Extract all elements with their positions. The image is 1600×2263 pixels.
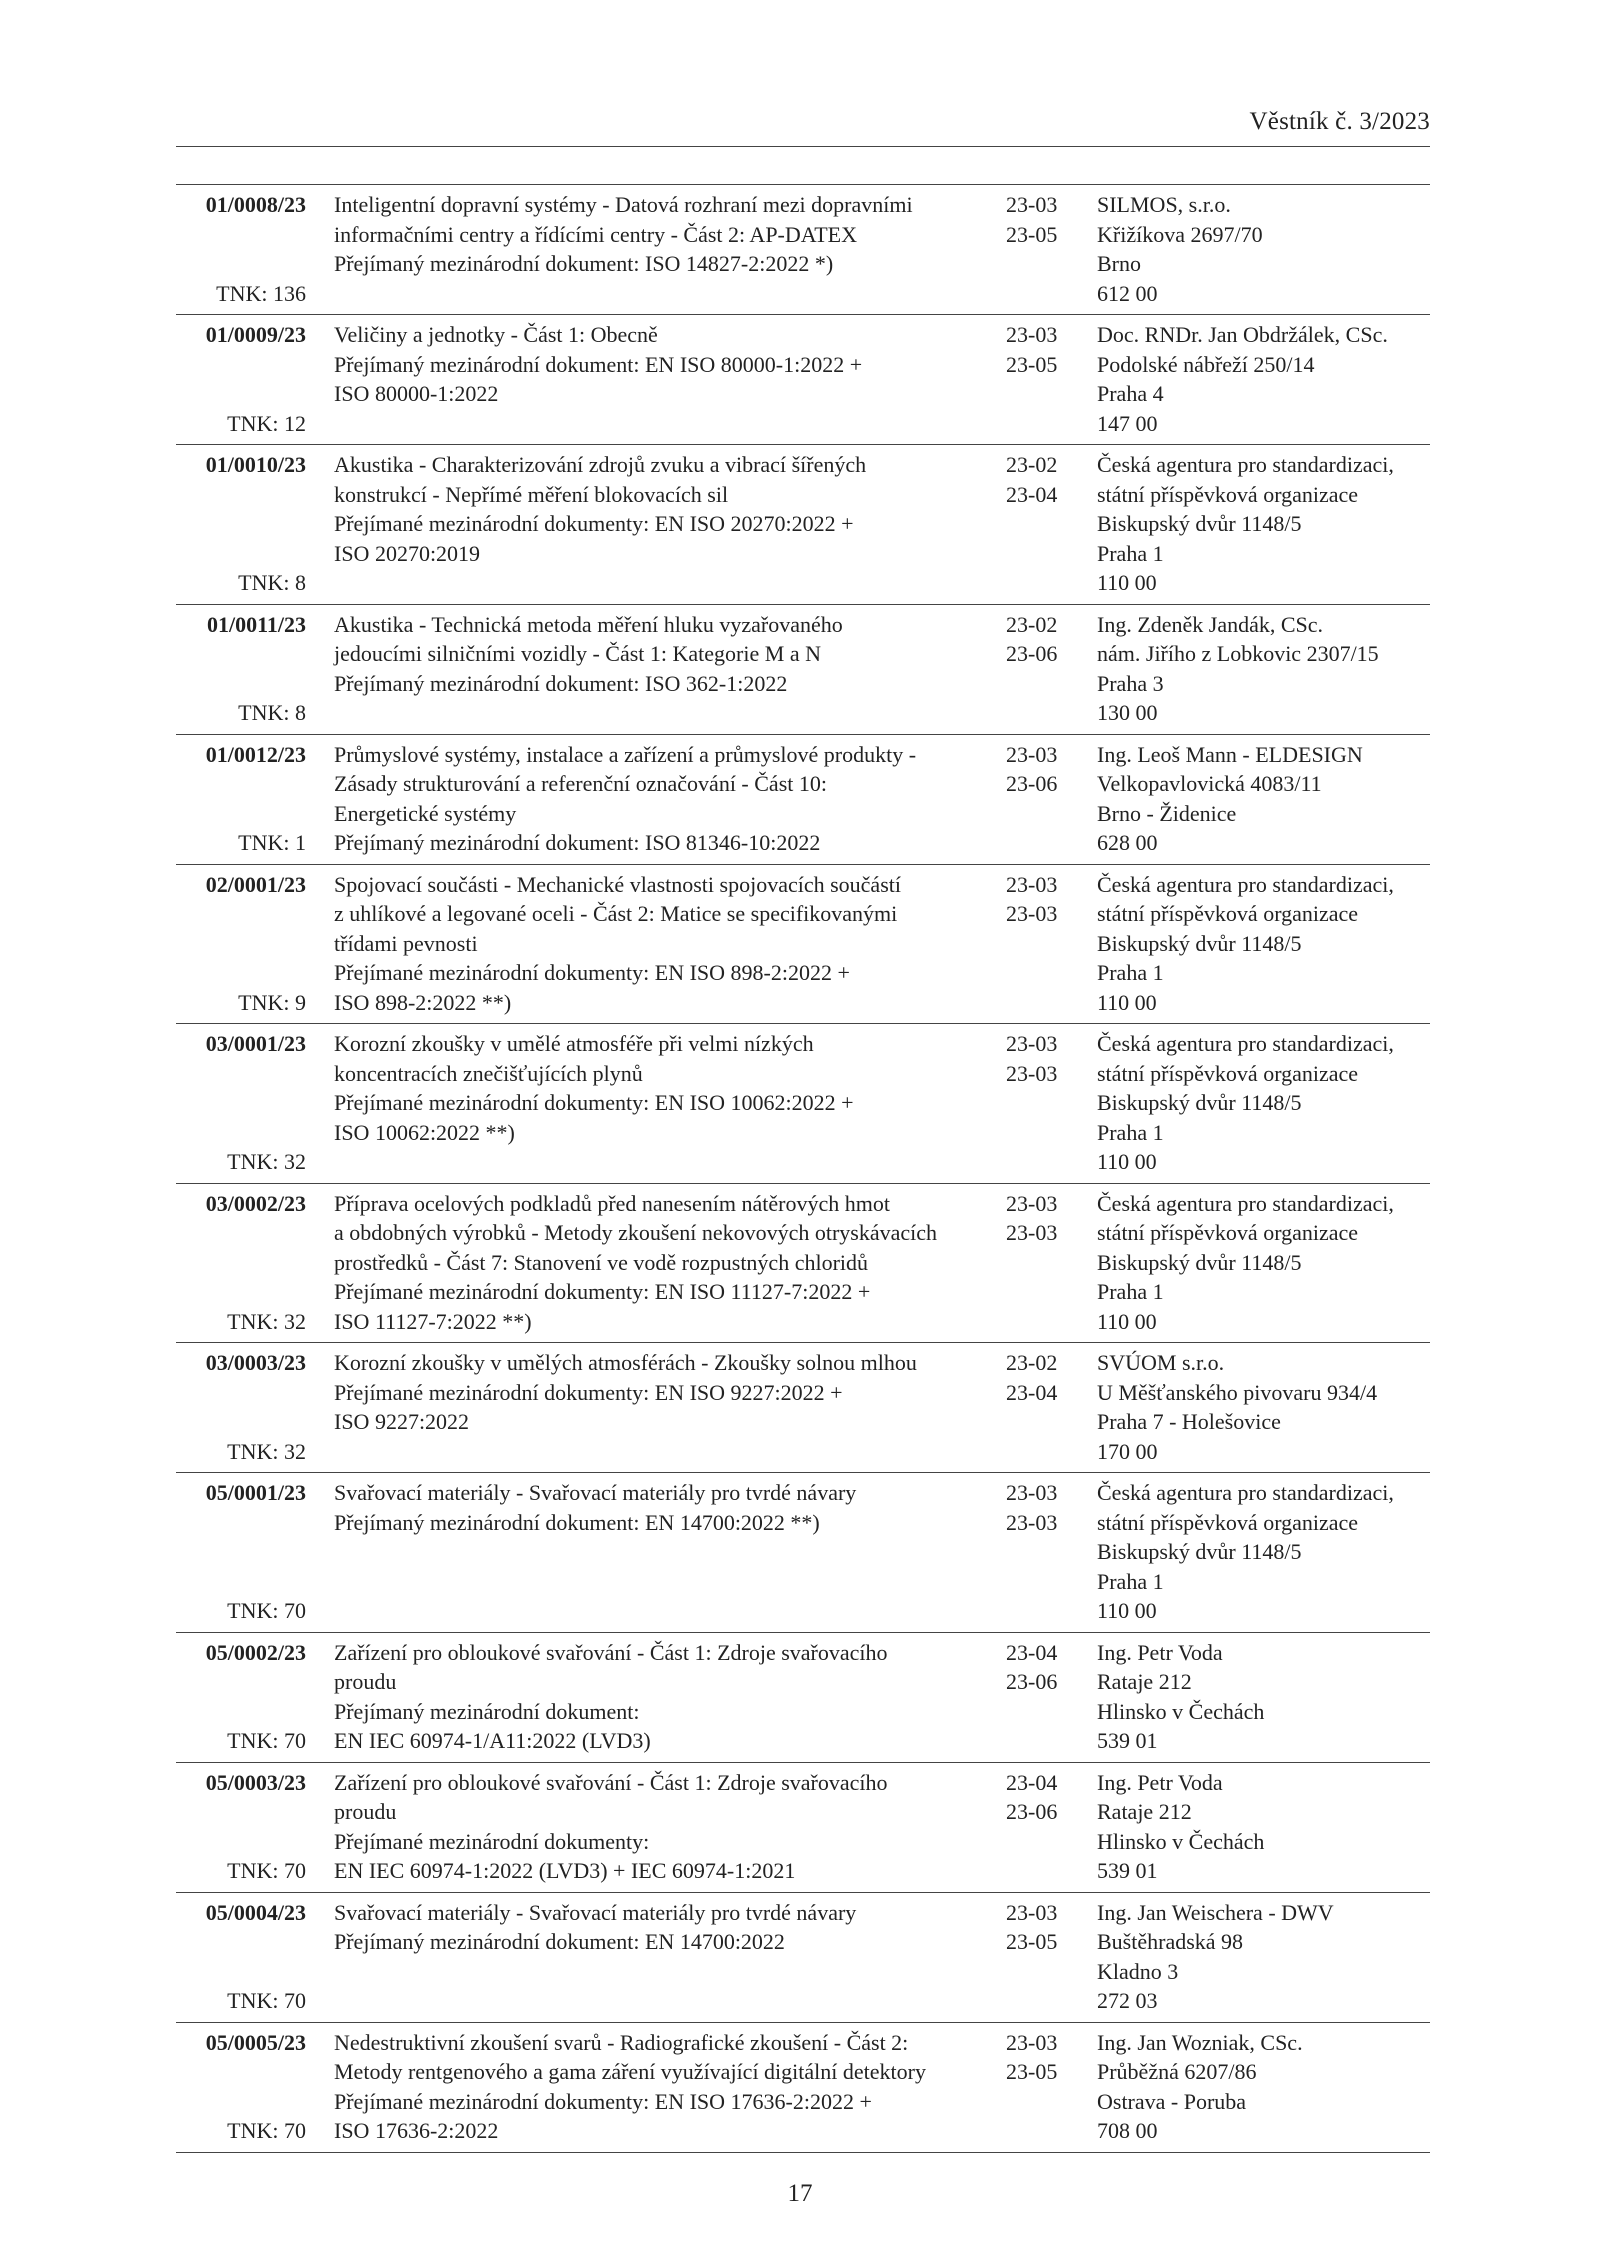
entry-title-line: EN IEC 60974-1:2022 (LVD3) + IEC 60974-1:2021 (334, 1858, 796, 1883)
entry-title-line: Zásady strukturování a referenční označování - Část 10: (334, 771, 827, 796)
entry-dates (1006, 1638, 1068, 1697)
entry-date: 23-05 (1006, 1929, 1058, 1954)
entry-id-column (176, 1763, 306, 1892)
entry-address-line: státní příspěvková organizace (1097, 901, 1359, 926)
entry-title-line: Nedestruktivní zkoušení svarů - Radiografické zkoušení - Část 2: (334, 2029, 909, 2055)
standard-entry (176, 1184, 1430, 1344)
entry-number: 05/0004/23 (205, 1899, 306, 1925)
entry-date: 23-03 (1006, 901, 1058, 926)
entry-date: 23-05 (1006, 2059, 1058, 2084)
entry-address-line: Praha 1 (1097, 1568, 1164, 1594)
entry-address-line: SVÚOM s.r.o. (1097, 1350, 1225, 1375)
entry-title (334, 605, 999, 705)
entry-date: 23-04 (1006, 1379, 1058, 1405)
entry-dates (1006, 1898, 1068, 1957)
entry-processor-address (1097, 610, 1432, 728)
entry-processor-address (1097, 1029, 1432, 1177)
entry-title-line: Průmyslové systémy, instalace a zařízení a průmyslové produkty - (334, 741, 917, 767)
entry-tnk: TNK: 1 (238, 830, 306, 855)
standard-entry (176, 1343, 1430, 1473)
entry-address-line: 170 00 (1097, 1438, 1158, 1464)
entry-title (334, 1763, 999, 1892)
entry-address-line: 539 01 (1097, 1858, 1158, 1883)
entry-tnk: TNK: 70 (227, 2118, 306, 2143)
entry-dates (1006, 320, 1068, 379)
entry-address-line: Ing. Petr Voda (1097, 1639, 1223, 1665)
entry-date: 23-03 (1006, 192, 1058, 217)
entry-dates (1006, 870, 1068, 929)
entry-title-line: Přejímané mezinárodní dokumenty: EN ISO 9227:2022 + (334, 1379, 843, 1405)
entry-id-column (176, 185, 306, 314)
entry-processor-address (1097, 1348, 1432, 1466)
entry-title-line: ISO 20270:2019 (334, 540, 481, 566)
entry-date: 23-06 (1006, 1799, 1058, 1824)
entry-title-line: z uhlíkové a legované oceli - Část 2: Matice se specifikovanými (334, 901, 898, 926)
standard-entry (176, 315, 1430, 445)
entry-id-column (176, 865, 306, 1024)
entry-date: 23-03 (1006, 1509, 1058, 1535)
entry-address-line: 539 01 (1097, 1728, 1158, 1753)
entry-title-line: ISO 10062:2022 **) (334, 1119, 515, 1145)
entry-date: 23-05 (1006, 221, 1058, 247)
entry-number: 05/0003/23 (205, 1769, 306, 1795)
entry-address-line: U Měšťanského pivovaru 934/4 (1097, 1379, 1378, 1405)
entry-title-line: Veličiny a jednotky - Část 1: Obecně (334, 322, 658, 347)
entry-date: 23-04 (1006, 481, 1058, 507)
entry-title-line: Přejímané mezinárodní dokumenty: EN ISO 11127-7:2022 + (334, 1279, 871, 1304)
bulletin-header: Věstník č. 3/2023 (1249, 108, 1430, 135)
entry-processor-address (1097, 870, 1432, 1018)
entry-address-line: 110 00 (1097, 1149, 1157, 1174)
entry-number: 03/0003/23 (205, 1350, 306, 1375)
entry-number: 05/0001/23 (205, 1480, 306, 1505)
entry-date: 23-02 (1006, 452, 1058, 477)
entry-title-line: Svařovací materiály - Svařovací materiály pro tvrdé návary (334, 1480, 857, 1505)
entry-number: 05/0005/23 (205, 2029, 306, 2055)
entry-address-line: Brno - Židenice (1097, 800, 1237, 826)
entry-dates (1006, 740, 1068, 799)
entry-title (334, 2023, 999, 2152)
entry-title-line: ISO 9227:2022 (334, 1409, 470, 1434)
entry-address-line: Ostrava - Poruba (1097, 2088, 1247, 2114)
standard-entry (176, 2023, 1430, 2153)
entry-address-line: Ing. Jan Wozniak, CSc. (1097, 2029, 1303, 2055)
entry-title (334, 185, 999, 285)
entry-dates (1006, 610, 1068, 669)
entry-address-line: státní příspěvková organizace (1097, 1060, 1359, 1086)
entry-address-line: Praha 1 (1097, 960, 1164, 985)
entry-title-line: ISO 80000-1:2022 (334, 381, 499, 406)
standard-entry (176, 185, 1430, 315)
entry-title-line: Přejímané mezinárodní dokumenty: EN ISO 17636-2:2022 + (334, 2088, 872, 2114)
entry-title-line: a obdobných výrobků - Metody zkoušení nekovových otryskávacích (334, 1220, 938, 1245)
entry-address-line: 110 00 (1097, 1308, 1157, 1334)
standard-entry (176, 1633, 1430, 1763)
entry-date: 23-03 (1006, 741, 1058, 767)
entry-title-line: proudu (334, 1669, 397, 1694)
entry-title-line: jedoucími silničními vozidly - Část 1: Kategorie M a N (334, 641, 821, 666)
entry-number: 01/0011/23 (206, 611, 306, 637)
entry-number: 05/0002/23 (205, 1639, 306, 1665)
entry-title-line: proudu (334, 1799, 397, 1824)
standard-entry (176, 1024, 1430, 1184)
entry-address-line: Ing. Leoš Mann - ELDESIGN (1097, 741, 1363, 767)
entry-title-line: Inteligentní dopravní systémy - Datová rozhraní mezi dopravními (334, 192, 913, 217)
entry-date: 23-03 (1006, 1060, 1058, 1086)
entry-id-column (176, 445, 306, 604)
entry-date: 23-04 (1006, 1639, 1058, 1665)
standards-list (176, 184, 1430, 2153)
header-rule (176, 146, 1430, 147)
entry-title (334, 315, 999, 415)
entry-date: 23-03 (1006, 2029, 1058, 2055)
entry-address-line: státní příspěvková organizace (1097, 1220, 1359, 1245)
entry-title-line: Akustika - Charakterizování zdrojů zvuku a vibrací šířených (334, 452, 867, 477)
entry-address-line: Biskupský dvůr 1148/5 (1097, 930, 1302, 956)
entry-address-line: 110 00 (1097, 989, 1157, 1015)
entry-address-line: Praha 1 (1097, 1119, 1164, 1145)
entry-id-column (176, 1024, 306, 1183)
entry-address-line: Ing. Petr Voda (1097, 1769, 1223, 1795)
entry-dates (1006, 190, 1068, 249)
entry-address-line: státní příspěvková organizace (1097, 1509, 1359, 1535)
entry-title (334, 865, 999, 1024)
entry-address-line: Česká agentura pro standardizaci, (1097, 452, 1394, 477)
entry-title-line: prostředků - Část 7: Stanovení ve vodě rozpustných chloridů (334, 1249, 869, 1275)
entry-address-line: Kladno 3 (1097, 1958, 1179, 1984)
entry-address-line: Praha 3 (1097, 670, 1164, 696)
entry-tnk: TNK: 70 (227, 1728, 306, 1753)
entry-processor-address (1097, 2028, 1432, 2146)
entry-title-line: Korozní zkoušky v umělé atmosféře při velmi nízkých (334, 1031, 814, 1056)
entry-title-line: Přejímaný mezinárodní dokument: (334, 1698, 640, 1724)
entry-date: 23-06 (1006, 1669, 1058, 1694)
entry-tnk: TNK: 12 (227, 410, 306, 436)
entry-tnk: TNK: 70 (227, 1858, 306, 1883)
entry-tnk: TNK: 70 (227, 1988, 306, 2013)
entry-title-line: Spojovací součásti - Mechanické vlastnosti spojovacích součástí (334, 871, 901, 897)
entry-date: 23-03 (1006, 1480, 1058, 1505)
entry-title (334, 1024, 999, 1153)
entry-processor-address (1097, 1898, 1432, 2016)
entry-title-line: informačními centry a řídícími centry - Část 2: AP-DATEX (334, 221, 857, 247)
entry-address-line: státní příspěvková organizace (1097, 481, 1359, 507)
entry-title-line: Přejímaný mezinárodní dokument: EN ISO 80000-1:2022 + (334, 351, 863, 377)
entry-processor-address (1097, 1189, 1432, 1337)
entry-tnk: TNK: 32 (227, 1149, 306, 1174)
entry-address-line: Buštěhradská 98 (1097, 1929, 1244, 1954)
entry-title (334, 1184, 999, 1343)
entry-title-line: Korozní zkoušky v umělých atmosférách - Zkoušky solnou mlhou (334, 1350, 917, 1375)
entry-processor-address (1097, 1478, 1432, 1626)
entry-address-line: 628 00 (1097, 830, 1158, 855)
entry-processor-address (1097, 320, 1432, 438)
entry-title-line: Přejímané mezinárodní dokumenty: EN ISO 898-2:2022 + (334, 960, 850, 985)
entry-dates (1006, 1029, 1068, 1088)
entry-id-column (176, 1893, 306, 2022)
entry-tnk: TNK: 8 (238, 700, 306, 725)
entry-tnk: TNK: 8 (238, 570, 306, 595)
entry-title-line: konstrukcí - Nepřímé měření blokovacích sil (334, 481, 729, 507)
entry-id-column (176, 1343, 306, 1472)
entry-dates (1006, 1348, 1068, 1407)
entry-dates (1006, 1768, 1068, 1827)
entry-number: 01/0009/23 (205, 322, 306, 347)
entry-date: 23-06 (1006, 771, 1058, 796)
entry-address-line: Biskupský dvůr 1148/5 (1097, 1539, 1302, 1564)
entry-title-line: Metody rentgenového a gama záření využívající digitální detektory (334, 2059, 926, 2084)
entry-id-column (176, 1473, 306, 1632)
entry-number: 01/0010/23 (205, 452, 306, 477)
entry-date: 23-05 (1006, 351, 1058, 377)
entry-tnk: TNK: 136 (216, 280, 306, 306)
entry-id-column (176, 735, 306, 864)
entry-date: 23-03 (1006, 322, 1058, 347)
entry-address-line: Biskupský dvůr 1148/5 (1097, 1249, 1302, 1275)
entry-processor-address (1097, 740, 1432, 858)
entry-title-line: třídami pevnosti (334, 930, 478, 956)
entry-title (334, 1473, 999, 1543)
standard-entry (176, 445, 1430, 605)
entry-number: 03/0001/23 (205, 1031, 306, 1056)
entry-title-line: Zařízení pro obloukové svařování - Část 1: Zdroje svařovacího (334, 1639, 888, 1665)
entry-title-line: Přejímaný mezinárodní dokument: EN 14700:2022 (334, 1929, 785, 1954)
entry-title (334, 1633, 999, 1762)
entry-address-line: Velkopavlovická 4083/11 (1097, 771, 1322, 796)
entry-title-line: Přejímané mezinárodní dokumenty: (334, 1828, 650, 1854)
entry-address-line: Křižíkova 2697/70 (1097, 221, 1263, 247)
standard-entry (176, 865, 1430, 1025)
entry-address-line: Česká agentura pro standardizaci, (1097, 1031, 1394, 1056)
entry-number: 01/0008/23 (205, 192, 306, 217)
entry-title-line: Přejímané mezinárodní dokumenty: EN ISO 20270:2022 + (334, 511, 854, 536)
standard-entry (176, 1763, 1430, 1893)
entry-address-line: SILMOS, s.r.o. (1097, 192, 1231, 217)
entry-title-line: ISO 17636-2:2022 (334, 2118, 499, 2143)
standard-entry (176, 605, 1430, 735)
entry-date: 23-02 (1006, 1350, 1058, 1375)
entry-title (334, 445, 999, 574)
entry-address-line: Praha 4 (1097, 381, 1164, 406)
entry-id-column (176, 2023, 306, 2152)
entry-title-line: Zařízení pro obloukové svařování - Část 1: Zdroje svařovacího (334, 1769, 888, 1795)
standard-entry (176, 1473, 1430, 1633)
entry-processor-address (1097, 450, 1432, 598)
entry-title-line: ISO 11127-7:2022 **) (334, 1308, 532, 1334)
entry-processor-address (1097, 190, 1432, 308)
entry-id-column (176, 605, 306, 734)
entry-title-line: koncentracích znečišťujících plynů (334, 1060, 643, 1086)
entry-tnk: TNK: 70 (227, 1598, 306, 1623)
entry-address-line: Biskupský dvůr 1148/5 (1097, 1090, 1302, 1115)
entry-title-line: Svařovací materiály - Svařovací materiály pro tvrdé návary (334, 1899, 857, 1925)
entry-date: 23-06 (1006, 641, 1058, 666)
entry-date: 23-02 (1006, 611, 1058, 637)
entry-title-line: Přejímaný mezinárodní dokument: ISO 14827-2:2022 *) (334, 251, 834, 276)
entry-title-line: Přejímaný mezinárodní dokument: ISO 362-1:2022 (334, 670, 788, 696)
entry-title-line: Přejímaný mezinárodní dokument: EN 14700:2022 **) (334, 1509, 820, 1535)
entry-date: 23-03 (1006, 1031, 1058, 1056)
entry-processor-address (1097, 1768, 1432, 1886)
entry-address-line: Hlinsko v Čechách (1097, 1828, 1265, 1854)
entry-address-line: 130 00 (1097, 700, 1158, 725)
entry-address-line: Hlinsko v Čechách (1097, 1698, 1265, 1724)
entry-tnk: TNK: 32 (227, 1438, 306, 1464)
standard-entry (176, 735, 1430, 865)
entry-dates (1006, 1478, 1068, 1537)
entry-address-line: Průběžná 6207/86 (1097, 2059, 1257, 2084)
entry-address-line: 110 00 (1097, 570, 1157, 595)
entry-number: 02/0001/23 (205, 871, 306, 897)
entry-date: 23-03 (1006, 1220, 1058, 1245)
entry-address-line: Ing. Zdeněk Jandák, CSc. (1097, 611, 1324, 637)
entry-title (334, 1343, 999, 1443)
entry-address-line: 612 00 (1097, 280, 1158, 306)
entry-dates (1006, 450, 1068, 509)
entry-address-line: Česká agentura pro standardizaci, (1097, 1190, 1394, 1216)
entry-address-line: Praha 1 (1097, 1279, 1164, 1304)
entry-dates (1006, 2028, 1068, 2087)
entry-title-line: EN IEC 60974-1/A11:2022 (LVD3) (334, 1728, 651, 1753)
entry-address-line: Rataje 212 (1097, 1669, 1192, 1694)
entry-title-line: Přejímané mezinárodní dokumenty: EN ISO 10062:2022 + (334, 1090, 854, 1115)
entry-id-column (176, 1184, 306, 1343)
entry-address-line: 147 00 (1097, 410, 1158, 436)
entry-tnk: TNK: 32 (227, 1308, 306, 1334)
entry-address-line: nám. Jiřího z Lobkovic 2307/15 (1097, 641, 1379, 666)
entry-id-column (176, 1633, 306, 1762)
entry-address-line: Podolské nábřeží 250/14 (1097, 351, 1315, 377)
entry-address-line: Rataje 212 (1097, 1799, 1192, 1824)
entry-title (334, 735, 999, 864)
entry-address-line: Biskupský dvůr 1148/5 (1097, 511, 1302, 536)
entry-date: 23-03 (1006, 1899, 1058, 1925)
entry-number: 01/0012/23 (205, 741, 306, 767)
entry-address-line: Česká agentura pro standardizaci, (1097, 871, 1394, 897)
entry-title-line: Akustika - Technická metoda měření hluku vyzařovaného (334, 611, 843, 637)
entry-date: 23-03 (1006, 871, 1058, 897)
entry-address-line: 110 00 (1097, 1598, 1157, 1623)
standard-entry (176, 1893, 1430, 2023)
entry-id-column (176, 315, 306, 444)
entry-date: 23-03 (1006, 1190, 1058, 1216)
entry-address-line: 272 03 (1097, 1988, 1158, 2013)
entry-address-line: Ing. Jan Weischera - DWV (1097, 1899, 1334, 1925)
entry-title (334, 1893, 999, 1963)
entry-address-line: Brno (1097, 251, 1141, 276)
entry-tnk: TNK: 9 (238, 989, 306, 1015)
entry-title-line: Příprava ocelových podkladů před nanesením nátěrových hmot (334, 1190, 890, 1216)
entry-address-line: Doc. RNDr. Jan Obdržálek, CSc. (1097, 322, 1388, 347)
page-number: 17 (787, 2180, 813, 2207)
entry-dates (1006, 1189, 1068, 1248)
entry-address-line: Praha 1 (1097, 540, 1164, 566)
entry-address-line: Praha 7 - Holešovice (1097, 1409, 1281, 1434)
entry-address-line: 708 00 (1097, 2118, 1158, 2143)
entry-title-line: Energetické systémy (334, 800, 517, 826)
entry-number: 03/0002/23 (205, 1190, 306, 1216)
entry-title-line: ISO 898-2:2022 **) (334, 989, 512, 1015)
entry-title-line: Přejímaný mezinárodní dokument: ISO 81346-10:2022 (334, 830, 821, 855)
entry-address-line: Česká agentura pro standardizaci, (1097, 1480, 1394, 1505)
entry-date: 23-04 (1006, 1769, 1058, 1795)
entry-processor-address (1097, 1638, 1432, 1756)
